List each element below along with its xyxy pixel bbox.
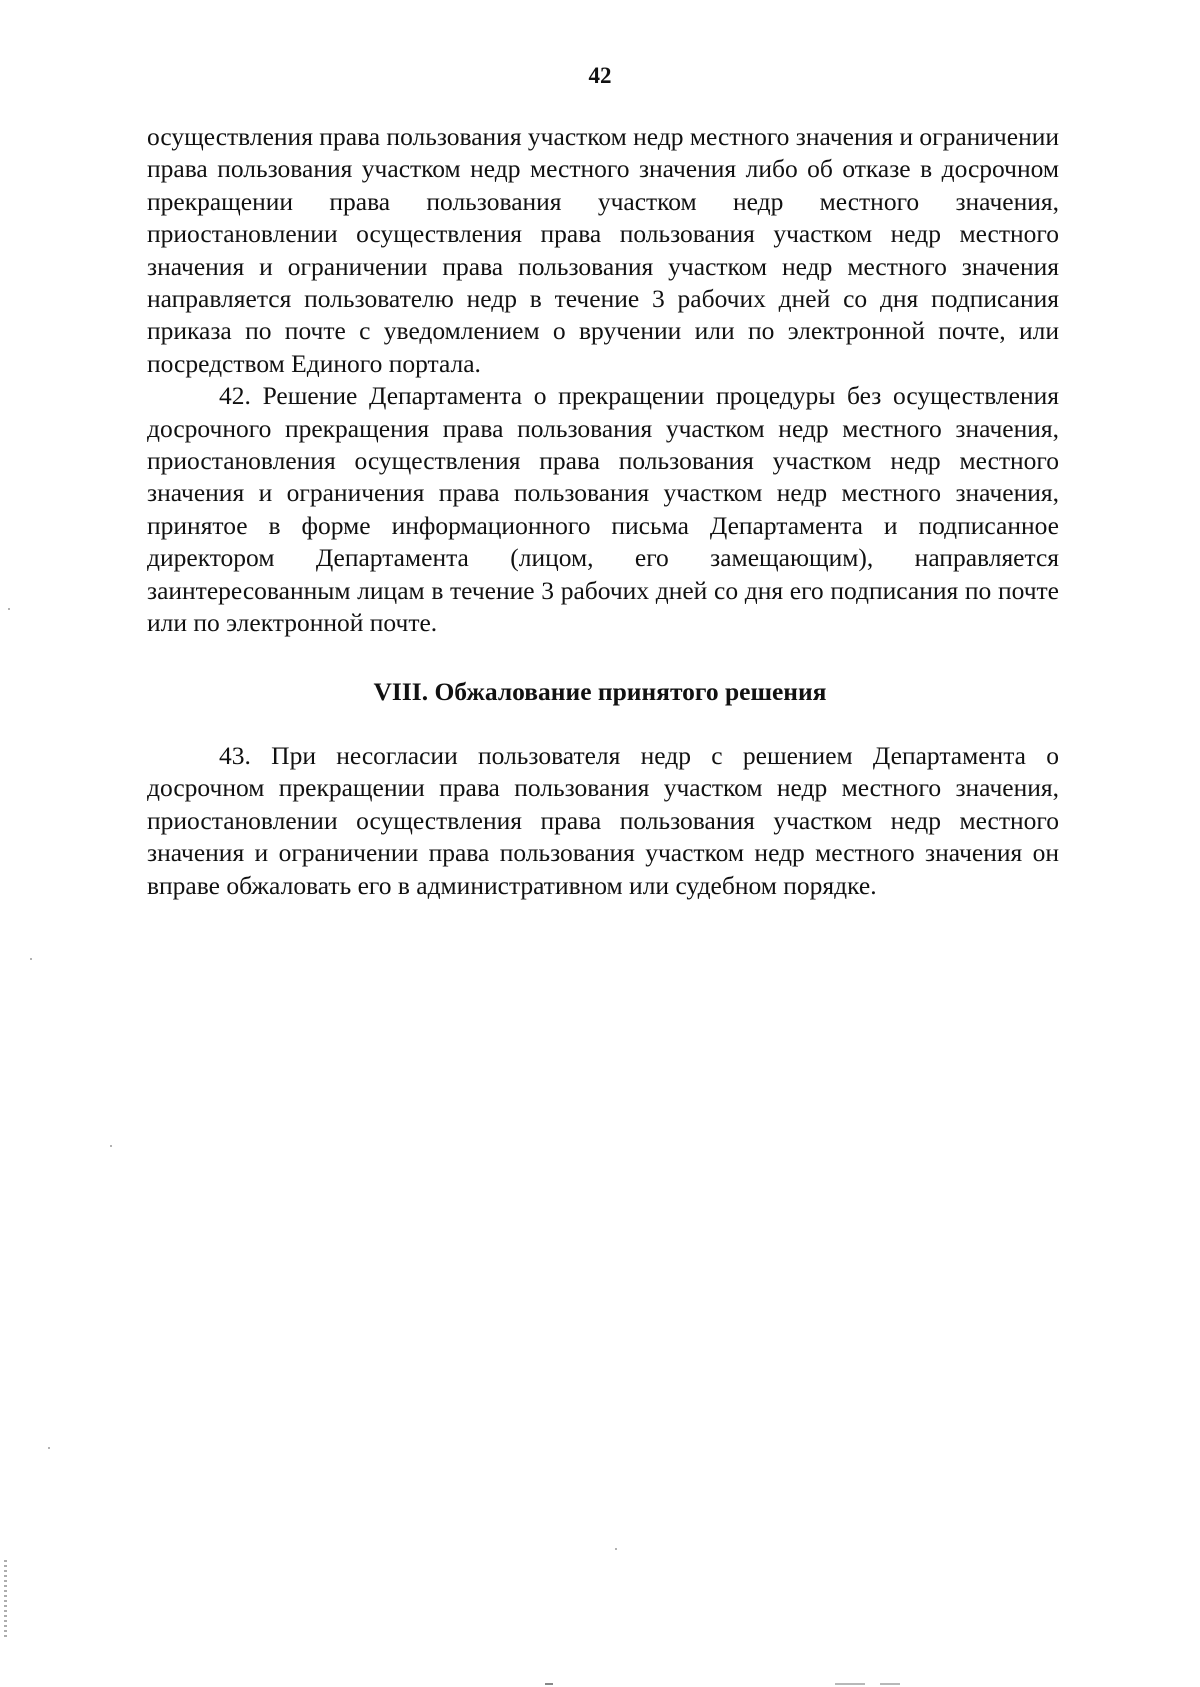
text-block-lower <box>147 740 1059 902</box>
paragraph-42: 42. Решение Департамента о прекращении процедуры без осуществления досрочного прекращения права пользования участком недр местного значения, приостановления осуществления права пользования участком недр местного значения и ограничения права пользования участком недр местного значения, принятое в форме информационного письма Департамента и подписанное директором Департамента (лицом, его замещающим), направляется заинтересованным лицам в течение 3 рабочих дней со дня его подписания по почте или по электронной почте. <box>147 381 1059 638</box>
page-number: 42 <box>588 63 612 88</box>
scan-speck <box>880 1683 900 1685</box>
paragraph-43: 43. При несогласии пользователя недр с решением Департамента о досрочном прекращении права пользования участком недр местного значения, приостановлении осуществления права пользования участком недр местного значения и ограничении права пользования участком недр местного значения он вправе обжаловать его в административном или судебном порядке. <box>147 741 1059 900</box>
section-heading: VIII. Обжалование принятого решения <box>373 677 827 706</box>
scan-speck <box>48 1447 50 1449</box>
scan-speck <box>110 1145 112 1147</box>
scan-edge-artifact <box>4 1560 7 1640</box>
scan-speck <box>8 608 10 610</box>
scan-speck <box>545 1683 553 1685</box>
text-block-upper <box>147 121 1059 640</box>
scan-speck <box>30 958 32 960</box>
scan-speck <box>835 1683 865 1685</box>
scan-speck <box>615 1548 617 1550</box>
continuation-paragraph: осуществления права пользования участком недр местного значения и ограничении права пользования участком недр местного значения либо об отказе в досрочном прекращении права пользования участком недр местного значения, приостановлении осуществления права пользования участком недр местного значения и ограничении права пользования участком недр местного значения направляется пользователю недр в течение 3 рабочих дней со дня подписания приказа по почте с уведомлением о вручении или по электронной почте, или посредством Единого портала. <box>147 122 1060 378</box>
